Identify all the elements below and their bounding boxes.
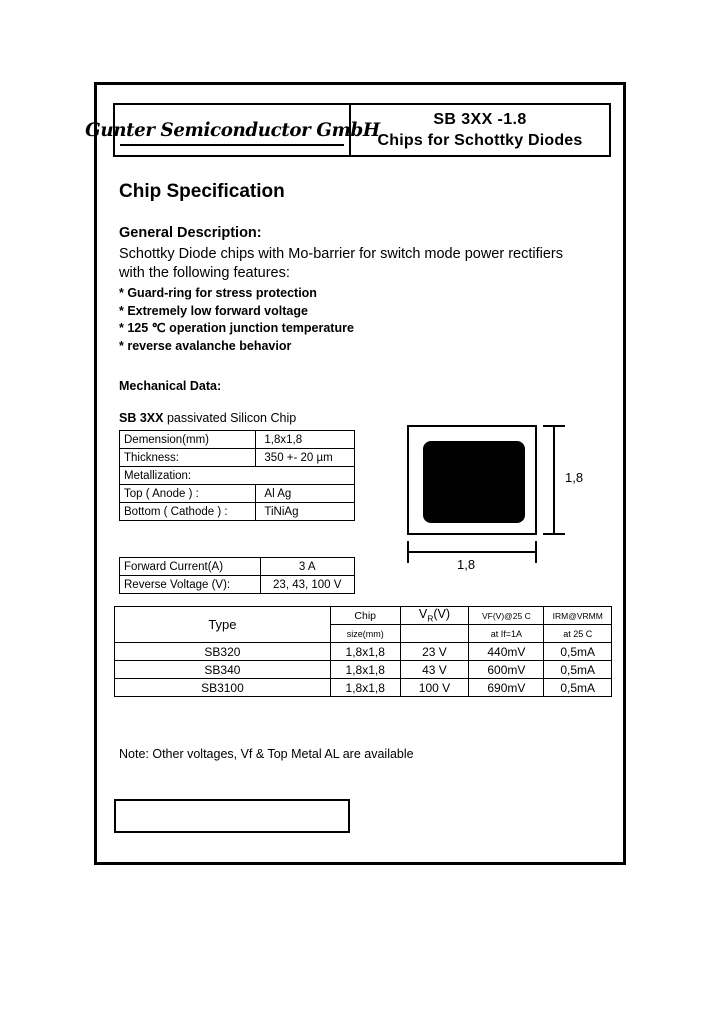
feature-item: * Extremely low forward voltage (119, 303, 308, 318)
page-title: Chip Specification (119, 181, 285, 202)
table-row (120, 449, 355, 467)
cell-vf: 440mV (469, 643, 544, 661)
column-header-chip: Chip (330, 607, 400, 625)
cell-chip-size: 1,8x1,8 (330, 661, 400, 679)
dimension-vertical-tick-top (543, 425, 565, 427)
mech-label: Demension(mm) (120, 431, 256, 449)
subheader-vr (400, 625, 469, 643)
cell-vr: 100 V (400, 679, 469, 697)
document-title-cell (351, 105, 609, 155)
table-row (115, 661, 612, 679)
signature-box (114, 799, 350, 833)
table-row (120, 576, 355, 594)
dimension-horizontal-tick-right (535, 541, 537, 563)
dimension-vertical-tick-bottom (543, 533, 565, 535)
dimension-vertical-line (553, 425, 555, 535)
chip-metal-area (423, 441, 525, 523)
table-row (115, 643, 612, 661)
dimension-horizontal-tick-left (407, 541, 409, 563)
chip-drawing (397, 415, 597, 575)
company-name: Gunter Semiconductor GmbH (84, 119, 380, 141)
chip-outline (407, 425, 537, 535)
current-value: 3 A (260, 558, 355, 576)
feature-list (119, 285, 539, 355)
cell-type: SB3100 (115, 679, 331, 697)
feature-item: * reverse avalanche behavior (119, 338, 292, 353)
document-title-line2: Chips for Schottky Diodes (377, 131, 583, 149)
mech-label: Thickness: (120, 449, 256, 467)
chip-subtitle-bold: SB 3XX (119, 411, 164, 425)
cell-chip-size: 1,8x1,8 (330, 679, 400, 697)
dimension-width-label: 1,8 (457, 557, 476, 572)
feature-item: * Guard-ring for stress protection (119, 286, 317, 300)
dimension-height-label: 1,8 (565, 470, 584, 485)
document-title-line1: SB 3XX -1.8 (433, 110, 527, 128)
mech-value: 350 +- 20 µm (256, 449, 355, 467)
subheader-chip-size: size(mm) (330, 625, 400, 643)
header-band (84, 103, 611, 157)
voltage-value: 23, 43, 100 V (260, 576, 355, 594)
type-specification-table (114, 606, 612, 697)
table-row (120, 485, 355, 503)
cell-type: SB340 (115, 661, 331, 679)
company-logo-cell (84, 105, 380, 155)
mechanical-data-heading: Mechanical Data: (119, 379, 222, 393)
table-header-row (115, 607, 612, 625)
mech-label: Metallization: (120, 467, 355, 485)
mechanical-data-table (119, 430, 355, 521)
cell-chip-size: 1,8x1,8 (330, 643, 400, 661)
cell-irm: 0,5mA (544, 679, 612, 697)
subheader-vf-condition: at If=1A (469, 625, 544, 643)
table-row (115, 679, 612, 697)
cell-irm: 0,5mA (544, 643, 612, 661)
cell-vr: 23 V (400, 643, 469, 661)
cell-vr: 43 V (400, 661, 469, 679)
table-row (120, 503, 355, 521)
mech-value: TiNiAg (256, 503, 355, 521)
feature-item: * 125 ℃ operation junction temperature (119, 321, 354, 335)
mech-value: 1,8x1,8 (256, 431, 355, 449)
column-header-vf: VF(V)@25 C (469, 607, 544, 625)
cell-irm: 0,5mA (544, 661, 612, 679)
dimension-horizontal-line (407, 551, 537, 553)
chip-subtitle (119, 411, 296, 425)
table-row (120, 558, 355, 576)
general-description-body: Schottky Diode chips with Mo-barrier for switch mode power rectifiers with the following features: (119, 246, 564, 281)
cell-vf: 600mV (469, 661, 544, 679)
mech-value: Al Ag (256, 485, 355, 503)
column-header-vr: $V_R(V)$ (400, 607, 469, 625)
general-description-heading: General Description: (119, 225, 262, 241)
subheader-irm-condition: at 25 C (544, 625, 612, 643)
voltage-label: Reverse Voltage (V): (120, 576, 261, 594)
cell-vf: 690mV (469, 679, 544, 697)
logo-underline (120, 144, 344, 146)
current-label: Forward Current(A) (120, 558, 261, 576)
document-frame (84, 82, 626, 865)
footer-note: Note: Other voltages, Vf & Top Metal AL are available (119, 747, 414, 761)
mech-label: Top ( Anode ) : (120, 485, 256, 503)
table-row (120, 431, 355, 449)
current-voltage-table (119, 557, 355, 594)
table-row (120, 467, 355, 485)
mech-label: Bottom ( Cathode ) : (120, 503, 256, 521)
cell-type: SB320 (115, 643, 331, 661)
chip-subtitle-rest: passivated Silicon Chip (163, 411, 297, 425)
column-header-irm: IRM@VRMM (544, 607, 612, 625)
column-header-type: Type (115, 607, 331, 643)
